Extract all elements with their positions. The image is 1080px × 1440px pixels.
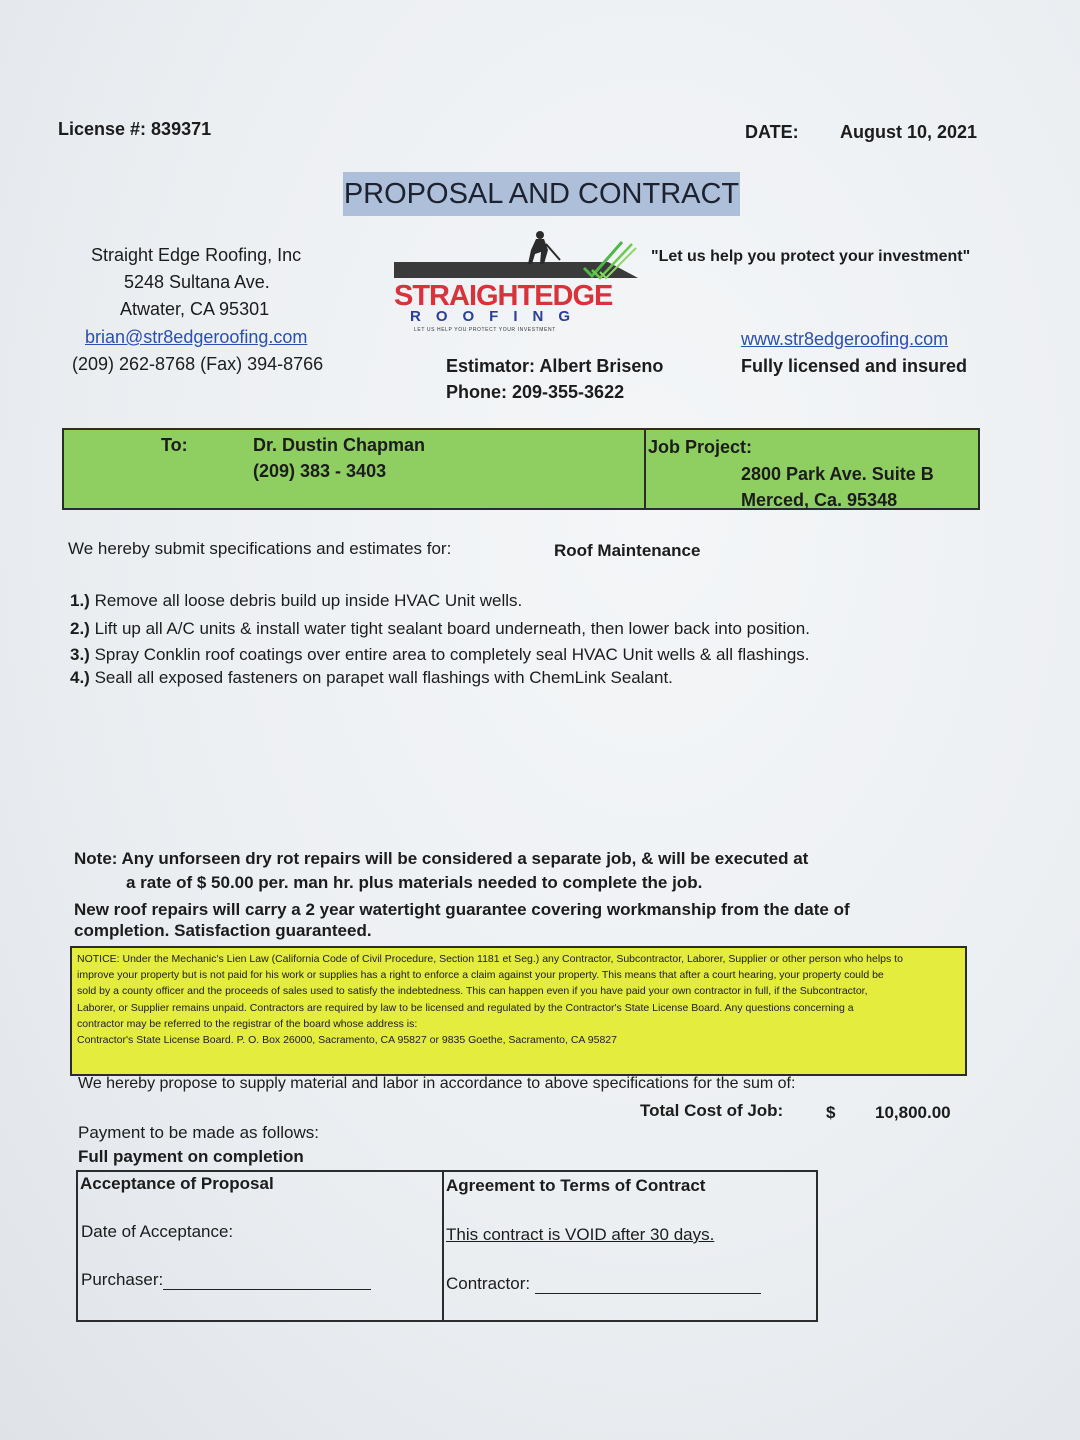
purchaser-signature-field[interactable] <box>81 1270 371 1290</box>
document-title: PROPOSAL AND CONTRACT <box>343 172 740 216</box>
straightedge-logo <box>388 228 648 338</box>
acceptance-table <box>76 1170 818 1322</box>
notice-line: Laborer, or Supplier remains unpaid. Contractors are required by law to be licensed and regulated by the Contractor's State License Board. Any questions concerning a <box>77 1001 854 1014</box>
company-street: 5248 Sultana Ave. <box>124 272 270 292</box>
spec-item <box>70 645 810 665</box>
acceptance-divider <box>442 1172 444 1320</box>
client-name: Dr. Dustin Chapman <box>253 435 426 455</box>
client-job-box <box>62 428 980 510</box>
spec-item-number: 4.) <box>70 668 90 687</box>
currency-symbol: $ <box>826 1103 836 1122</box>
logo-subword: ROOFING <box>410 308 585 325</box>
lien-law-notice <box>70 946 967 1076</box>
note-line-4: completion. Satisfaction guaranteed. <box>74 921 372 940</box>
job-project-label: Job Project: <box>648 437 753 457</box>
job-street: 2800 Park Ave. Suite B <box>741 464 934 484</box>
agreement-header: Agreement to Terms of Contract <box>446 1176 706 1195</box>
company-website-link[interactable]: www.str8edgeroofing.com <box>741 329 949 349</box>
spec-item-text: Lift up all A/C units & install water tight sealant board underneath, then lower back into position. <box>89 619 810 638</box>
note-line-1: Note: Any unforseen dry rot repairs will be considered a separate job, & will be executed at <box>74 849 809 868</box>
specs-subject: Roof Maintenance <box>554 541 701 560</box>
acceptance-header: Acceptance of Proposal <box>80 1174 274 1193</box>
to-label: To: <box>161 435 188 455</box>
void-notice: This contract is VOID after 30 days. <box>446 1225 715 1244</box>
notice-line: improve your property but is not paid for his work or supplies has a right to enforce a claim against your property. This means that after a court hearing, your property could be <box>77 969 884 982</box>
estimator-name: Estimator: Albert Briseno <box>446 356 664 376</box>
contractor-signature-line[interactable] <box>535 1279 761 1294</box>
date-of-acceptance-label: Date of Acceptance: <box>81 1222 234 1241</box>
date-label: DATE: <box>745 122 799 142</box>
notice-line: NOTICE: Under the Mechanic's Lien Law (California Code of Civil Procedure, Section 1181 et Seg.) any Contractor, Subcontractor, Laborer, Supplier or other person who helps to <box>77 953 903 965</box>
payment-terms: Full payment on completion <box>78 1147 304 1166</box>
payment-label: Payment to be made as follows: <box>78 1123 319 1142</box>
box-divider <box>644 430 646 508</box>
logo-slogan: LET US HELP YOU PROTECT YOUR INVESTMENT <box>414 327 556 333</box>
job-city: Merced, Ca. 95348 <box>741 490 898 510</box>
purchaser-label: Purchaser: <box>81 1270 164 1289</box>
propose-statement: We hereby propose to supply material and labor in accordance to above specifications for the sum of: <box>78 1075 796 1092</box>
spec-item-text: Spray Conklin roof coatings over entire area to completely seal HVAC Unit wells & all flashings. <box>89 645 810 664</box>
spec-item <box>70 591 522 611</box>
company-city: Atwater, CA 95301 <box>120 299 270 319</box>
licensed-insured: Fully licensed and insured <box>741 356 968 376</box>
date-value: August 10, 2021 <box>840 122 978 142</box>
notice-line: sold by a county officer and the proceeds of sales used to satisfy the indebtedness. This can happen even if you have paid your own contractor in full, if the Subcontractor, <box>77 985 868 998</box>
spec-item-number: 2.) <box>70 619 90 638</box>
company-tagline: "Let us help you protect your investment" <box>651 248 971 265</box>
company-email-link[interactable]: brian@str8edgeroofing.com <box>85 327 308 347</box>
client-phone: (209) 383 - 3403 <box>253 461 387 481</box>
spec-item-text: Seall all exposed fasteners on parapet wall flashings with ChemLink Sealant. <box>89 668 673 687</box>
purchaser-signature-line[interactable] <box>163 1275 371 1290</box>
spec-item-number: 1.) <box>70 591 90 610</box>
contractor-label: Contractor: <box>446 1274 531 1293</box>
note-line-3: New roof repairs will carry a 2 year watertight guarantee covering workmanship from the date of <box>74 900 850 919</box>
spec-item <box>70 619 810 639</box>
specs-intro: We hereby submit specifications and estimates for: <box>68 539 452 558</box>
note-line-2: a rate of $ 50.00 per. man hr. plus materials needed to complete the job. <box>126 873 703 892</box>
total-cost-label: Total Cost of Job: <box>640 1101 784 1120</box>
company-name: Straight Edge Roofing, Inc <box>91 245 302 265</box>
license-number: License #: 839371 <box>58 119 212 139</box>
contractor-signature-field[interactable] <box>446 1274 761 1294</box>
spec-item-text: Remove all loose debris build up inside HVAC Unit wells. <box>89 591 523 610</box>
notice-line: contractor may be referred to the registrar of the board whose address is: <box>77 1017 418 1030</box>
total-cost-amount: 10,800.00 <box>875 1103 951 1122</box>
estimator-phone: Phone: 209-355-3622 <box>446 382 625 402</box>
company-phone-fax: (209) 262-8768 (Fax) 394-8766 <box>72 354 324 374</box>
logo-wordmark: STRAIGHTEDGE <box>394 280 613 312</box>
spec-item <box>70 668 673 688</box>
notice-line: Contractor's State License Board. P. O. Box 26000, Sacramento, CA 95827 or 9835 Goethe, Sacramento, CA 95827 <box>77 1034 617 1047</box>
spec-item-number: 3.) <box>70 645 90 664</box>
